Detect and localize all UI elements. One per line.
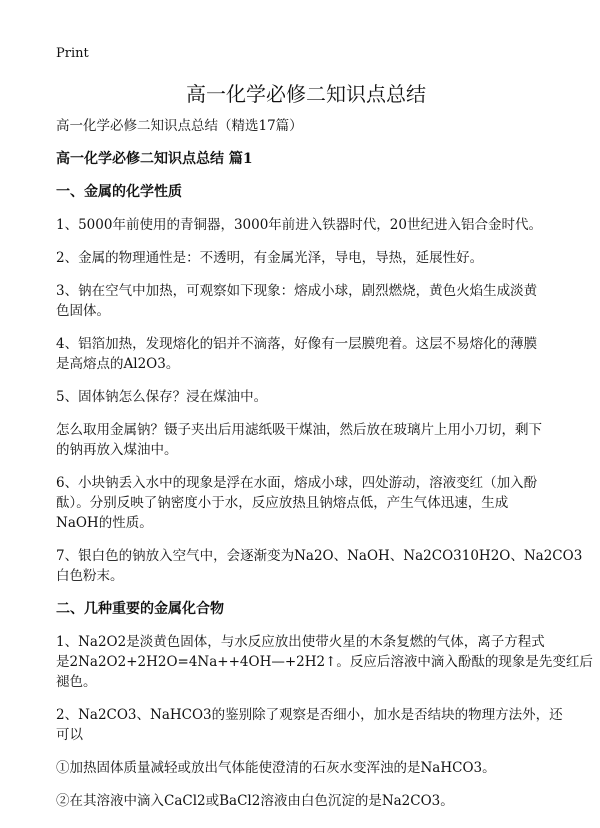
- section-heading-2: 二、几种重要的金属化合物: [56, 601, 224, 617]
- text-line: 4、铝箔加热，发现熔化的铝并不滴落，好像有一层膜兜着。这层不易熔化的薄膜: [56, 336, 538, 352]
- text-line: 褪色。: [56, 674, 97, 690]
- paragraph: [56, 791, 556, 811]
- paragraph: [56, 387, 556, 407]
- section-1-body: [56, 215, 583, 586]
- paragraph: [56, 758, 556, 778]
- text-line: 7、银白色的钠放入空气中，会逐渐变为Na2O、NaOH、Na2CO310H2O、Na2CO3: [56, 548, 583, 564]
- section-heading-1: 一、金属的化学性质: [56, 184, 182, 200]
- paragraph: [56, 546, 583, 586]
- text-line: 1、5000年前使用的青铜器，3000年前进入铁器时代，20世纪进入铝合金时代。: [56, 217, 542, 233]
- text-line: 是2Na2O2+2H2O=4Na++4OH—+2H2↑。反应后溶液中滴入酚酞的现象是先变红后: [56, 654, 593, 670]
- text-line: ②在其溶液中滴入CaCl2或BaCl2溶液由白色沉淀的是Na2CO3。: [56, 793, 454, 809]
- paragraph: [56, 705, 563, 745]
- text-line: 怎么取用金属钠？镊子夹出后用滤纸吸干煤油，然后放在玻璃片上用小刀切，剩下: [56, 422, 542, 438]
- paragraph: [56, 473, 556, 533]
- text-line: NaOH的性质。: [56, 515, 153, 531]
- text-line: 的钠再放入煤油中。: [56, 442, 178, 458]
- subtitle: 高一化学必修二知识点总结（精选17篇）: [56, 118, 303, 134]
- text-line: 白色粉末。: [56, 568, 124, 584]
- text-line: 5、固体钠怎么保存？浸在煤油中。: [56, 389, 268, 405]
- page-title: 高一化学必修二知识点总结: [186, 82, 426, 106]
- paragraph: [56, 632, 593, 692]
- text-line: 色固体。: [56, 303, 110, 319]
- print-link[interactable]: Print: [56, 46, 89, 61]
- text-line: 1、Na2O2是淡黄色固体，与水反应放出使带火星的木条复燃的气体，离子方程式: [56, 634, 545, 650]
- text-line: 是高熔点的Al2O3。: [56, 356, 180, 372]
- document-page: [56, 44, 593, 824]
- paragraph: [56, 248, 556, 268]
- text-line: 3、钠在空气中加热，可观察如下现象：熔成小球，剧烈燃烧，黄色火焰生成淡黄: [56, 283, 538, 299]
- text-line: 2、金属的物理通性是：不透明，有金属光泽，导电，导热，延展性好。: [56, 250, 484, 266]
- text-line: ①加热固体质量减轻或放出气体能使澄清的石灰水变浑浊的是NaHCO3。: [56, 760, 496, 776]
- paragraph: [56, 215, 556, 235]
- paragraph: [56, 334, 556, 374]
- paragraph: [56, 420, 556, 460]
- text-line: 2、Na2CO3、NaHCO3的鉴别除了观察是否细小，加水是否结块的物理方法外，还: [56, 707, 563, 723]
- paragraph: [56, 281, 556, 321]
- text-line: 可以: [56, 727, 83, 743]
- text-line: 酞）。分别反映了钠密度小于水，反应放热且钠熔点低，产生气体迅速，生成: [56, 495, 509, 511]
- text-line: 6、小块钠丢入水中的现象是浮在水面，熔成小球，四处游动，溶液变红（加入酚: [56, 475, 538, 491]
- section-2-body: [56, 632, 593, 811]
- article-heading: 高一化学必修二知识点总结 篇1: [56, 151, 253, 167]
